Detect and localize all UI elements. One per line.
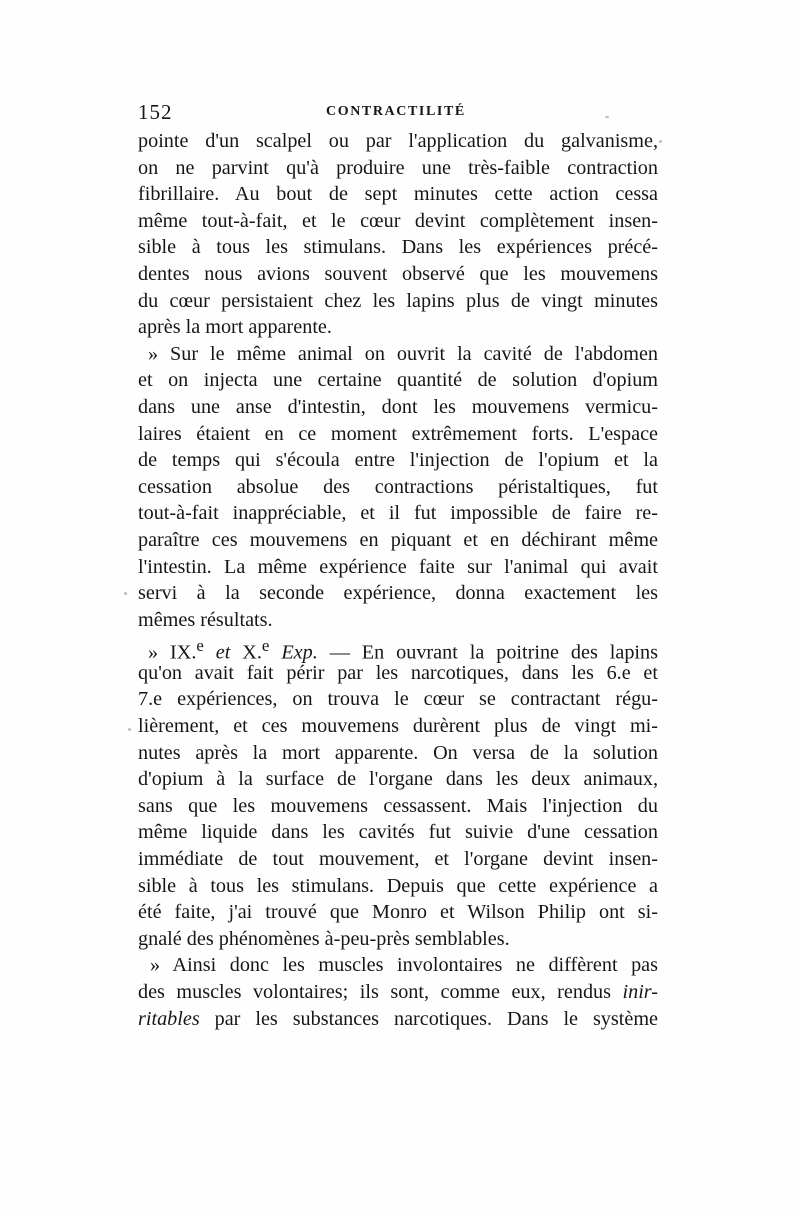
text-line: mêmes résultats. — [138, 608, 273, 631]
text-line: d'opium à la surface de l'organe dans les deux animaux, — [138, 768, 658, 791]
text-line: dans une anse d'intestin, dont les mouvemens vermicu- — [138, 395, 658, 418]
text-line: » Sur le même animal on ouvrit la cavité de l'abdomen — [148, 342, 658, 365]
text-line: 7.e expériences, on trouva le cœur se contractant régu- — [138, 688, 658, 711]
body-text — [138, 128, 658, 1032]
paper-speck — [659, 140, 662, 143]
page-number: 152 — [138, 100, 173, 124]
text-line — [138, 1006, 658, 1033]
text-line: même tout-à-fait, et le cœur devint complètement insen- — [138, 209, 658, 232]
text-line: » Ainsi donc les muscles involontaires ne diffèrent pas — [150, 954, 658, 977]
text-line: on ne parvint qu'à produire une très-faible contraction — [138, 156, 658, 179]
text-line: et on injecta une certaine quantité de solution d'opium — [138, 369, 658, 392]
running-title: CONTRACTILITÉ — [326, 104, 466, 119]
paper-speck — [124, 592, 127, 595]
text-line: lièrement, et ces mouvemens durèrent plus de vingt mi- — [138, 715, 658, 738]
text-line: cessation absolue des contractions péristaltiques, fut — [138, 475, 658, 498]
line-text: par les substances narcotiques. Dans le système — [199, 1007, 658, 1030]
exp-et: et — [203, 642, 243, 665]
text-line: l'intestin. La même expérience faite sur l'animal qui avait — [138, 555, 658, 578]
text-line: du cœur persistaient chez les lapins plus de vingt minutes — [138, 289, 658, 312]
text-line: qu'on avait fait périr par les narcotiques, dans les 6.e et — [138, 661, 658, 684]
text-line: gnalé des phénomènes à-peu-près semblables. — [138, 927, 510, 950]
text-line: dentes nous avions souvent observé que les mouvemens — [138, 262, 658, 285]
paper-speck — [605, 116, 609, 118]
text-line: immédiate de tout mouvement, et l'organe devint insen- — [138, 848, 658, 871]
italic-word: inir- — [622, 981, 658, 1003]
text-line: même liquide dans les cavités fut suivie d'une cessation — [138, 821, 658, 844]
text-line: pointe d'un scalpel ou par l'application du galvanisme, — [138, 130, 658, 152]
text-line: fibrillaire. Au bout de sept minutes cette action cessa — [138, 183, 658, 206]
text-line: sible à tous les stimulans. Dans les expériences précé- — [138, 236, 658, 259]
experiment-heading-line — [138, 633, 658, 665]
exp-superscript: e — [261, 636, 270, 656]
text-line: de temps qui s'écoula entre l'injection de l'opium et la — [138, 449, 658, 472]
text-line: paraître ces mouvemens en piquant et en déchirant même — [138, 528, 658, 551]
text-line: servi à la seconde expérience, donna exactement les — [138, 582, 658, 605]
exp-label: Exp. — [269, 642, 318, 665]
text-line: sans que les mouvemens cessassent. Mais l'injection du — [138, 794, 658, 817]
line-text: des muscles volontaires; ils sont, comme eux, rendus — [138, 981, 623, 1003]
text-line: sible à tous les stimulans. Depuis que cette expérience a — [138, 874, 658, 897]
exp-prefix: » IX. — [148, 642, 197, 665]
page-header — [138, 100, 658, 126]
paper-speck — [128, 728, 131, 731]
italic-word: ritables — [138, 1007, 200, 1030]
text-line: laires étaient en ce moment extrêmement forts. L'espace — [138, 422, 658, 445]
exp-superscript: e — [196, 636, 204, 656]
text-line: été faite, j'ai trouvé que Monro et Wilson Philip ont si- — [138, 901, 658, 924]
exp-rest: — En ouvrant la poitrine des lapins — [317, 642, 658, 665]
text-line: après la mort apparente. — [138, 316, 332, 339]
exp-x: X. — [242, 642, 262, 665]
text-line: nutes après la mort apparente. On versa de la solution — [138, 741, 658, 764]
text-line: tout-à-fait inappréciable, et il fut impossible de faire re- — [138, 502, 658, 525]
text-line — [138, 979, 658, 1006]
